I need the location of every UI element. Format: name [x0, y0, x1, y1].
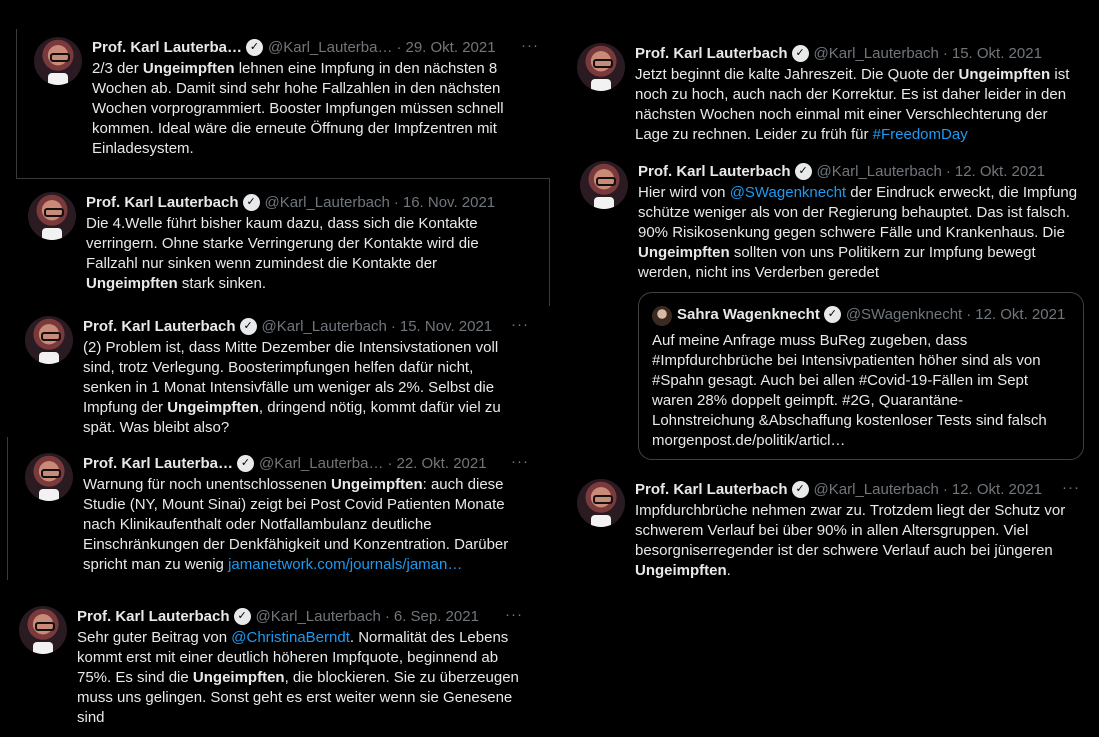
- author-name[interactable]: Prof. Karl Lauterbach: [83, 317, 236, 335]
- tweet-text: Warnung für noch unentschlossenen Ungeimpften: auch diese Studie (NY, Mount Sinai) zeigt bei Post Covid Patienten Monate nach Klinikaufenthalt oder Notfallambulanz deutliche Einschränkungen der Denkfähigkeit und Konzentration. Darüber spricht man zu wenig jamanetwork.com/journals/jaman…: [83, 476, 509, 573]
- verified-icon: ✓: [792, 481, 809, 498]
- author-handle[interactable]: @Karl_Lauterbach: [261, 317, 387, 335]
- verified-icon: ✓: [234, 608, 251, 625]
- tweet-date[interactable]: 29. Okt. 2021: [405, 38, 496, 56]
- separator-dot: ·: [396, 38, 402, 56]
- avatar[interactable]: [25, 453, 73, 501]
- avatar[interactable]: [25, 316, 73, 364]
- quote-text: Auf meine Anfrage muss BuReg zugeben, dass #Impfdurchbrüche bei Intensivpatienten höher sind als von #Spahn gesagt. Auch bei allen #Covid-19-Fällen im Sept waren 28% doppelt geimpft. #2G, Quarantäne- Lohnstreichung &Abschaffung kostenloser Tests sind falsch morgenpost.de/politik/articl…: [652, 332, 1047, 449]
- verified-icon: ✓: [824, 306, 841, 323]
- more-options-icon[interactable]: ···: [505, 606, 523, 623]
- mention-link[interactable]: @SWagenknecht: [729, 184, 847, 201]
- quoted-tweet[interactable]: [638, 292, 1084, 460]
- separator-dot: ·: [945, 162, 951, 180]
- avatar[interactable]: [28, 192, 76, 240]
- author-handle[interactable]: @Karl_Lauterba…: [259, 454, 384, 472]
- author-handle[interactable]: @Karl_Lauterbach: [813, 44, 939, 62]
- tweet-header: [635, 43, 1042, 63]
- tweet-header: [83, 453, 487, 473]
- tweet-text: 2/3 der Ungeimpften lehnen eine Impfung in den nächsten 8 Wochen ab. Damit sind sehr hohe Fallzahlen in den nächsten Wochen vorprogrammiert. Booster Impfungen müssen schnell kommen. Ideal wäre die erneute Öffnung der Impfzentren mit Einladesystem.: [92, 60, 504, 157]
- tweet-date[interactable]: 22. Okt. 2021: [396, 454, 487, 472]
- quote-header: [677, 306, 1065, 323]
- author-name[interactable]: Prof. Karl Lauterbach: [635, 44, 788, 62]
- author-handle[interactable]: @SWagenknecht: [845, 306, 963, 323]
- tweet-date[interactable]: 12. Okt. 2021: [951, 480, 1042, 498]
- tweet[interactable]: [25, 316, 540, 436]
- separator-dot: ·: [390, 317, 396, 335]
- tweet-date[interactable]: 12. Okt. 2021: [975, 306, 1066, 323]
- verified-icon: ✓: [795, 163, 812, 180]
- avatar[interactable]: [577, 479, 625, 527]
- verified-icon: ✓: [792, 45, 809, 62]
- tweet[interactable]: [25, 453, 540, 573]
- tweet-header: [77, 606, 479, 626]
- more-options-icon[interactable]: ···: [511, 316, 529, 333]
- verified-icon: ✓: [243, 194, 260, 211]
- tweet-text: (2) Problem ist, dass Mitte Dezember die Intensivstationen voll sind, trotz Verlegung. Boosterimpfungen helfen dafür nicht, senken in 1 Monat Intensivfälle um weniger als 2%. Selbst die Impfung der Ungeimpften, dringend nötig, kommt dafür viel zu spät. Was bleibt also?: [83, 339, 501, 436]
- divider: [549, 178, 550, 306]
- author-name[interactable]: Sahra Wagenknecht: [677, 306, 820, 323]
- mention-link[interactable]: @ChristinaBerndt: [231, 629, 350, 646]
- hashtag-link[interactable]: #FreedomDay: [872, 126, 968, 143]
- tweet-date[interactable]: 15. Nov. 2021: [399, 317, 493, 335]
- avatar[interactable]: [34, 37, 82, 85]
- author-name[interactable]: Prof. Karl Lauterbach: [77, 607, 230, 625]
- separator-dot: ·: [942, 44, 948, 62]
- tweet-header: [83, 316, 492, 336]
- more-options-icon[interactable]: ···: [521, 37, 539, 54]
- tweet-text: Sehr guter Beitrag von @ChristinaBerndt. Normalität des Lebens kommt erst mit einer deutlich höheren Impfquote, beginnend ab 75%. Es sind die Ungeimpften, die blockieren. Sie zu überzeugen muss uns gelingen. Sonst geht es erst weiter wenn sie Genesene sind: [77, 629, 519, 726]
- separator-dot: ·: [966, 306, 972, 323]
- verified-icon: ✓: [246, 39, 263, 56]
- more-options-icon[interactable]: ···: [1062, 479, 1080, 496]
- more-options-icon[interactable]: ···: [511, 453, 529, 470]
- separator-dot: ·: [384, 607, 390, 625]
- verified-icon: ✓: [237, 455, 254, 472]
- author-name[interactable]: Prof. Karl Lauterba…: [92, 38, 243, 56]
- divider: [7, 437, 8, 580]
- avatar[interactable]: [652, 306, 672, 326]
- tweet[interactable]: [577, 43, 1092, 143]
- tweet-text: Impfdurchbrüche nehmen zwar zu. Trotzdem liegt der Schutz vor schwerem Verlauf bei über 90% in allen Altersgruppen. Viel besorgniserregender ist der schwere Verlauf auch bei jüngeren Ungeimpften.: [635, 502, 1066, 579]
- author-name[interactable]: Prof. Karl Lauterbach: [638, 162, 791, 180]
- tweet[interactable]: [19, 606, 534, 731]
- tweet-date[interactable]: 12. Okt. 2021: [954, 162, 1045, 180]
- tweet-text: Hier wird von @SWagenknecht der Eindruck erweckt, die Impfung schütze weniger als von der Regierung behauptet. Das ist falsch. 90% Risikosenkung gegen schwere Fälle und Krankenhaus. Die Ungeimpften sollten von uns Politikern zur Impfung bewegt werden, nicht ins Verderben geredet: [638, 184, 1078, 281]
- author-name[interactable]: Prof. Karl Lauterba…: [83, 454, 234, 472]
- author-handle[interactable]: @Karl_Lauterbach: [816, 162, 942, 180]
- tweet[interactable]: [34, 37, 544, 167]
- tweet-header: [86, 192, 495, 212]
- avatar[interactable]: [577, 43, 625, 91]
- tweet[interactable]: [580, 161, 1095, 461]
- tweet-header: [635, 479, 1042, 499]
- author-handle[interactable]: @Karl_Lauterba…: [268, 38, 393, 56]
- avatar[interactable]: [580, 161, 628, 209]
- separator-dot: ·: [387, 454, 393, 472]
- tweet-date[interactable]: 15. Okt. 2021: [951, 44, 1042, 62]
- tweet-header: [638, 161, 1045, 181]
- avatar[interactable]: [19, 606, 67, 654]
- tweet-header: [92, 37, 496, 57]
- tweet-link[interactable]: jamanetwork.com/journals/jaman…: [228, 556, 463, 573]
- separator-dot: ·: [393, 193, 399, 211]
- tweet[interactable]: [577, 479, 1092, 579]
- tweet-text: Jetzt beginnt die kalte Jahreszeit. Die Quote der Ungeimpften ist noch zu hoch, auch nach der Korrektur. Es ist daher leider in den nächsten Wochen noch einmal mit einer Verschlechterung der Lage zu rechnen. Leider zu früh für #FreedomDay: [635, 66, 1070, 143]
- author-name[interactable]: Prof. Karl Lauterbach: [86, 193, 239, 211]
- verified-icon: ✓: [240, 318, 257, 335]
- tweet-date[interactable]: 6. Sep. 2021: [393, 607, 479, 625]
- tweet-text: Die 4.Welle führt bisher kaum dazu, dass sich die Kontakte verringern. Ohne starke Verringerung der Kontakte wird die Fallzahl nur sinken wenn zumindest die Kontakte der Ungeimpften stark sinken.: [86, 215, 479, 292]
- author-name[interactable]: Prof. Karl Lauterbach: [635, 480, 788, 498]
- tweet-date[interactable]: 16. Nov. 2021: [402, 193, 496, 211]
- author-handle[interactable]: @Karl_Lauterbach: [255, 607, 381, 625]
- tweet[interactable]: [28, 192, 538, 292]
- divider: [16, 29, 17, 179]
- divider: [16, 178, 549, 179]
- author-handle[interactable]: @Karl_Lauterbach: [264, 193, 390, 211]
- author-handle[interactable]: @Karl_Lauterbach: [813, 480, 939, 498]
- separator-dot: ·: [942, 480, 948, 498]
